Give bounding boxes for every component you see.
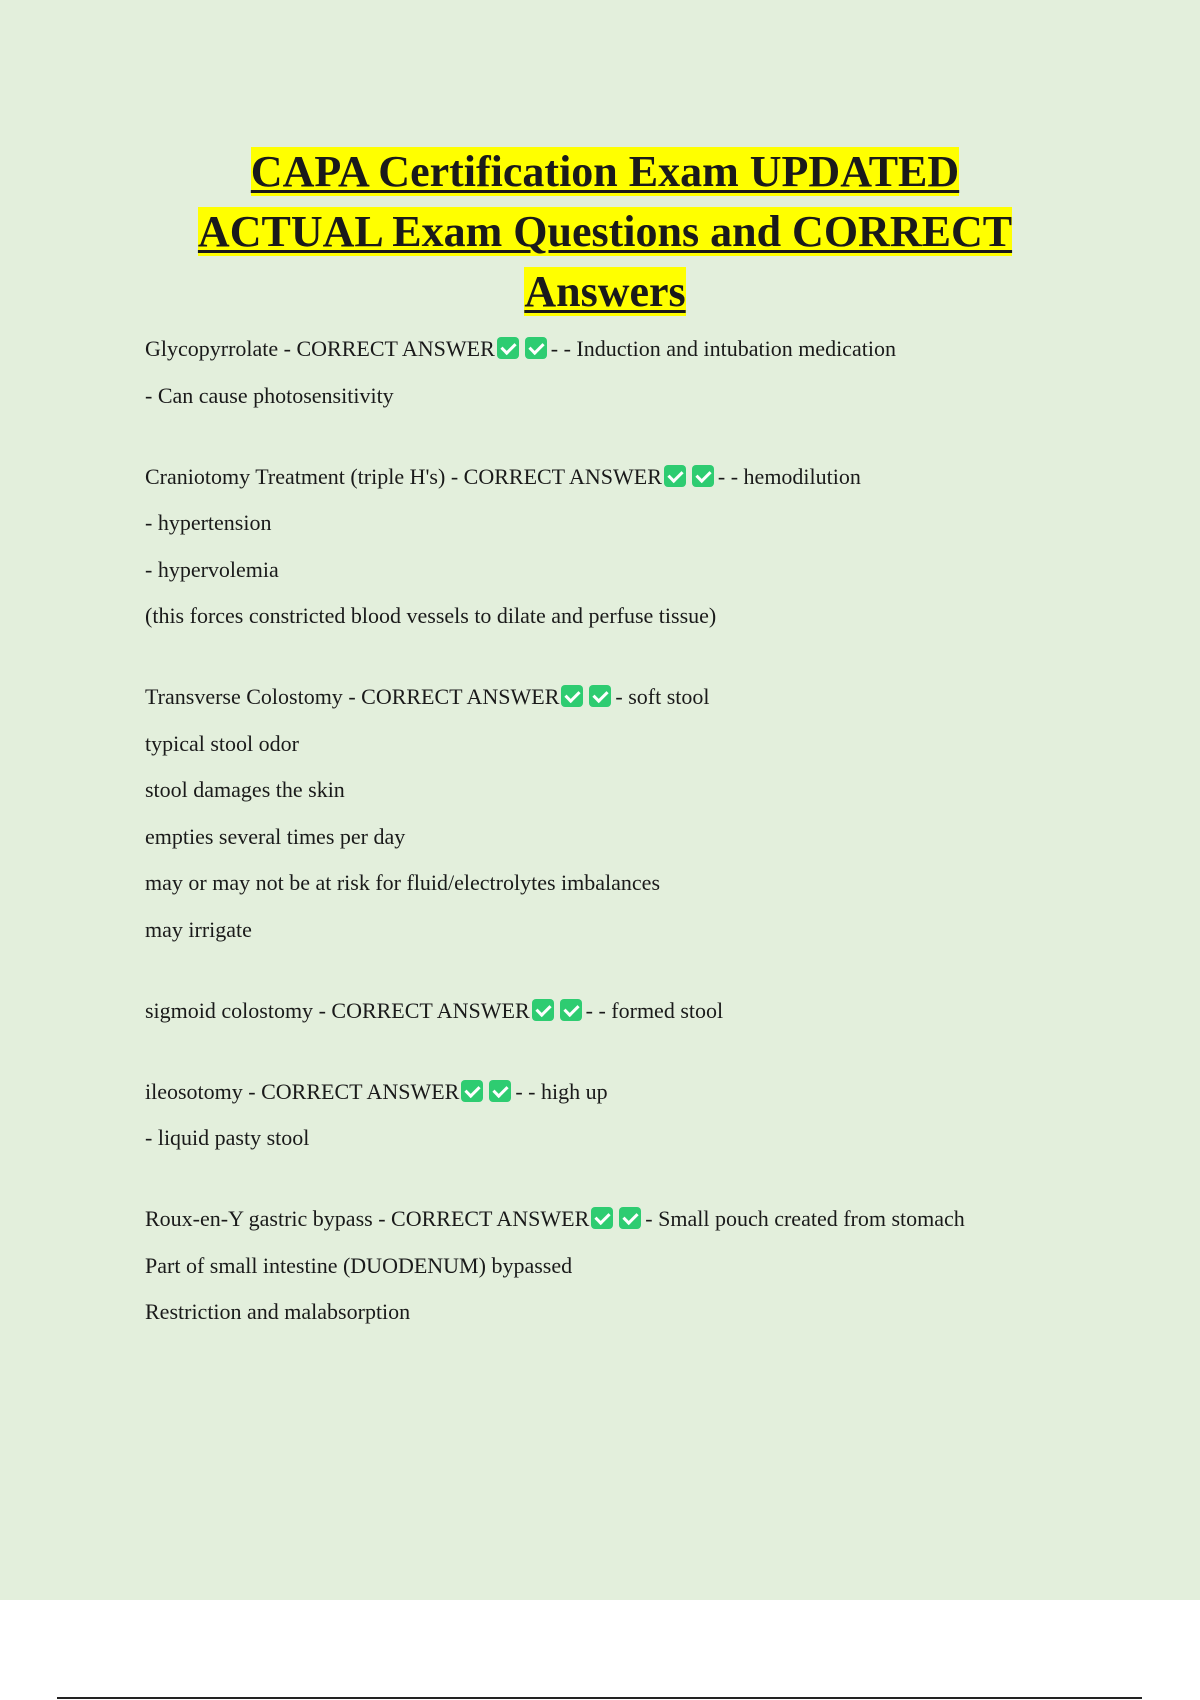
qa-entry-list <box>145 334 1065 1327</box>
green-checkmark-icon <box>525 337 547 359</box>
green-checkmark-icon <box>589 685 611 707</box>
qa-answer-line: empties several times per day <box>145 823 406 849</box>
qa-entry-heading: ileosotomy - CORRECT ANSWER - - high up <box>145 1078 608 1104</box>
footer-divider <box>57 1697 1142 1699</box>
qa-term: ileosotomy <box>145 1078 243 1104</box>
document-body <box>145 142 1065 1378</box>
green-checkmark-icon <box>561 685 583 707</box>
qa-entry <box>145 996 1065 1026</box>
title-line-3: Answers <box>524 267 686 316</box>
qa-answer-line: - hypertension <box>145 510 272 535</box>
qa-answer-line: typical stool odor <box>145 730 299 756</box>
qa-entry <box>145 1204 1065 1327</box>
green-checkmark-icon <box>692 465 714 487</box>
qa-answer-line: stool damages the skin <box>145 777 345 802</box>
qa-answer-line: - hypervolemia <box>145 556 279 582</box>
document-title <box>145 142 1065 322</box>
green-checkmark-icon <box>532 999 554 1021</box>
green-checkmark-icon <box>560 999 582 1021</box>
qa-entry <box>145 334 1065 411</box>
qa-answer-line: Restriction and malabsorption <box>145 1299 411 1324</box>
green-checkmark-icon <box>619 1207 641 1229</box>
correct-answer-label: CORRECT ANSWER <box>296 336 495 361</box>
qa-answer-line: - Can cause photosensitivity <box>145 382 394 408</box>
green-checkmark-icon <box>461 1080 483 1102</box>
qa-entry-heading: Roux-en-Y gastric bypass - CORRECT ANSWER - Small pouch created from stomach <box>145 1206 965 1231</box>
qa-entry-heading: Transverse Colostomy - CORRECT ANSWER - soft stool <box>145 684 710 709</box>
qa-answer-first-line: - - formed stool <box>585 997 724 1023</box>
qa-answer-first-line: - Small pouch created from stomach <box>645 1206 965 1231</box>
qa-entry <box>145 462 1065 632</box>
correct-answer-label: CORRECT ANSWER <box>261 1078 460 1104</box>
qa-entry <box>145 1077 1065 1154</box>
correct-answer-label: CORRECT ANSWER <box>331 997 530 1023</box>
green-checkmark-icon <box>591 1207 613 1229</box>
correct-answer-label: CORRECT ANSWER <box>463 463 662 489</box>
qa-answer-line: may irrigate <box>145 916 252 942</box>
qa-entry-heading: sigmoid colostomy - CORRECT ANSWER - - formed stool <box>145 997 724 1023</box>
qa-answer-line: - liquid pasty stool <box>145 1125 310 1150</box>
qa-term: Transverse Colostomy <box>145 684 343 709</box>
qa-entry-heading: Craniotomy Treatment (triple H's) - CORRECT ANSWER - - hemodilution <box>145 463 861 489</box>
title-line-1: CAPA Certification Exam UPDATED <box>250 147 960 196</box>
qa-entry <box>145 682 1065 945</box>
qa-term: Craniotomy Treatment (triple H's) <box>145 463 446 489</box>
qa-answer-first-line: - - hemodilution <box>717 463 861 489</box>
qa-answer-first-line: - - Induction and intubation medication <box>550 336 896 361</box>
qa-answer-first-line: - - high up <box>515 1078 608 1104</box>
correct-answer-label: CORRECT ANSWER <box>361 684 560 709</box>
qa-answer-first-line: - soft stool <box>615 684 710 709</box>
qa-answer-line: may or may not be at risk for fluid/electrolytes imbalances <box>145 870 661 895</box>
title-line-2: ACTUAL Exam Questions and CORRECT <box>197 207 1013 256</box>
qa-answer-line: Part of small intestine (DUODENUM) bypassed <box>145 1252 573 1278</box>
qa-term: Roux-en-Y gastric bypass <box>145 1206 373 1231</box>
green-checkmark-icon <box>489 1080 511 1102</box>
qa-entry-heading: Glycopyrrolate - CORRECT ANSWER - - Induction and intubation medication <box>145 336 896 361</box>
correct-answer-label: CORRECT ANSWER <box>391 1206 590 1231</box>
qa-answer-line: (this forces constricted blood vessels to dilate and perfuse tissue) <box>145 603 717 628</box>
qa-term: sigmoid colostomy <box>145 997 314 1023</box>
qa-term: Glycopyrrolate <box>145 336 279 361</box>
green-checkmark-icon <box>664 465 686 487</box>
green-checkmark-icon <box>497 337 519 359</box>
